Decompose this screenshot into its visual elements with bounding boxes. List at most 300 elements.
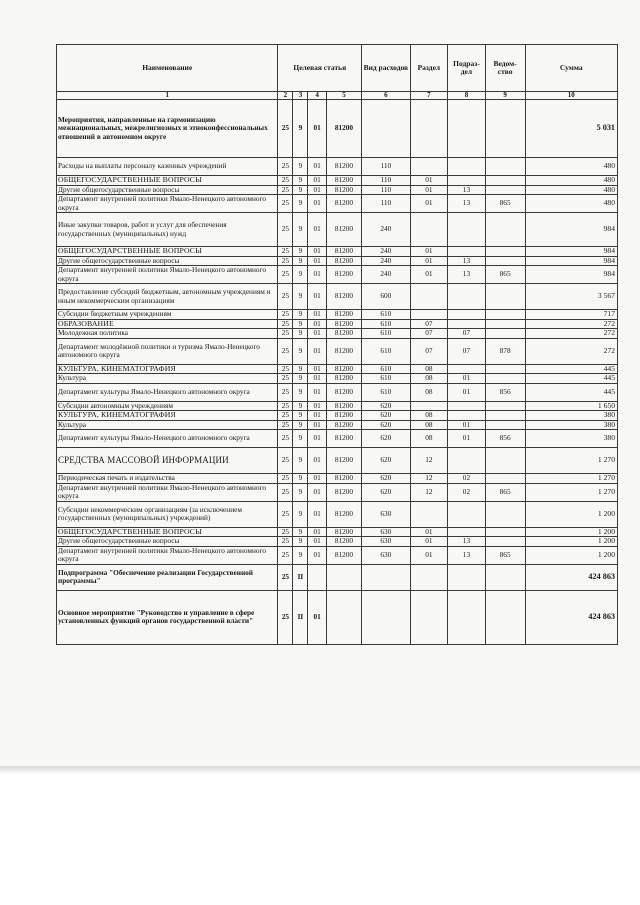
sum-cell: 445 xyxy=(525,364,618,374)
col-number: 1 xyxy=(57,92,278,100)
row-name: Департамент внутренней политики Ямало-Ненецкого автономного округа xyxy=(57,195,278,213)
table-row xyxy=(57,546,618,564)
sum-cell: 272 xyxy=(525,329,618,339)
target-c2: 25 xyxy=(278,364,293,374)
target-c2: 25 xyxy=(278,474,293,484)
sum-cell: 1 270 xyxy=(525,448,618,474)
col-number: 10 xyxy=(525,92,618,100)
target-c2: 25 xyxy=(278,185,293,195)
table-row xyxy=(57,310,618,320)
row-name: КУЛЬТУРА, КИНЕМАТОГРАФИЯ xyxy=(57,411,278,421)
sum-cell: 1 270 xyxy=(525,483,618,501)
target-c5: 81200 xyxy=(326,195,361,213)
table-row xyxy=(57,430,618,448)
header-target: Целевая статья xyxy=(278,45,362,92)
target-c5: 81200 xyxy=(326,527,361,537)
target-c5: 81200 xyxy=(326,430,361,448)
row-name: Департамент внутренней политики Ямало-Ненецкого автономного округа xyxy=(57,546,278,564)
target-c4: 01 xyxy=(308,176,326,186)
sum-cell: 5 031 xyxy=(525,100,618,158)
target-c3: 9 xyxy=(293,420,308,430)
table-row xyxy=(57,176,618,186)
sum-cell: 380 xyxy=(525,411,618,421)
podrazdel-cell xyxy=(448,501,486,527)
row-name: ОБЩЕГОСУДАРСТВЕННЫЕ ВОПРОСЫ xyxy=(57,247,278,257)
vid-cell: 620 xyxy=(362,401,410,411)
podrazdel-cell xyxy=(448,448,486,474)
podrazdel-cell xyxy=(448,284,486,310)
target-c5: 81200 xyxy=(326,501,361,527)
podrazdel-cell: 01 xyxy=(448,430,486,448)
vid-cell: 610 xyxy=(362,310,410,320)
vid-cell: 620 xyxy=(362,430,410,448)
target-c4: 01 xyxy=(308,430,326,448)
razdel-cell: 01 xyxy=(410,256,448,266)
table-row xyxy=(57,374,618,384)
row-name: Другие общегосударственные вопросы xyxy=(57,185,278,195)
sum-cell: 984 xyxy=(525,247,618,257)
column-number-row xyxy=(57,92,618,100)
razdel-cell: 12 xyxy=(410,448,448,474)
target-c2: 25 xyxy=(278,383,293,401)
target-c5: 81200 xyxy=(326,383,361,401)
target-c5: 81200 xyxy=(326,448,361,474)
sum-cell: 3 567 xyxy=(525,284,618,310)
podrazdel-cell xyxy=(448,364,486,374)
table-row xyxy=(57,213,618,247)
sum-cell: 984 xyxy=(525,256,618,266)
target-c2: 25 xyxy=(278,537,293,547)
row-name: Субсидии автономным учреждениям xyxy=(57,401,278,411)
sum-cell: 480 xyxy=(525,185,618,195)
podrazdel-cell: 13 xyxy=(448,256,486,266)
target-c5: 81200 xyxy=(326,338,361,364)
vedom-cell xyxy=(485,527,525,537)
row-name: Подпрограмма "Обеспечение реализации Государственной программы" xyxy=(57,564,278,590)
target-c3: 9 xyxy=(293,546,308,564)
podrazdel-cell: 13 xyxy=(448,546,486,564)
target-c5: 81200 xyxy=(326,266,361,284)
col-number: 6 xyxy=(362,92,410,100)
target-c3: II xyxy=(293,564,308,590)
target-c3: 9 xyxy=(293,256,308,266)
razdel-cell xyxy=(410,590,448,644)
row-name: СРЕДСТВА МАССОВОЙ ИНФОРМАЦИИ xyxy=(57,448,278,474)
row-name: КУЛЬТУРА, КИНЕМАТОГРАФИЯ xyxy=(57,364,278,374)
sum-cell: 480 xyxy=(525,176,618,186)
razdel-cell: 12 xyxy=(410,483,448,501)
header-row xyxy=(57,45,618,92)
table-row xyxy=(57,537,618,547)
row-name: Департамент внутренней политики Ямало-Ненецкого автономного округа xyxy=(57,266,278,284)
vid-cell: 600 xyxy=(362,284,410,310)
row-name: Департамент культуры Ямало-Ненецкого автономного округа xyxy=(57,430,278,448)
row-name: Мероприятия, направленные на гармонизацию межнациональных, межрелигиозных и этноконфессиональных отношений в автономном округе xyxy=(57,100,278,158)
target-c3: 9 xyxy=(293,430,308,448)
podrazdel-cell: 07 xyxy=(448,338,486,364)
table-row xyxy=(57,590,618,644)
target-c3: 9 xyxy=(293,527,308,537)
target-c4: 01 xyxy=(308,537,326,547)
razdel-cell: 01 xyxy=(410,176,448,186)
row-name: Другие общегосударственные вопросы xyxy=(57,256,278,266)
col-number: 9 xyxy=(485,92,525,100)
target-c4 xyxy=(308,564,326,590)
target-c5 xyxy=(326,590,361,644)
row-name: Периодическая печать и издательства xyxy=(57,474,278,484)
sum-cell: 984 xyxy=(525,266,618,284)
vedom-cell: 878 xyxy=(485,338,525,364)
target-c4: 01 xyxy=(308,590,326,644)
vedom-cell xyxy=(485,420,525,430)
target-c3: 9 xyxy=(293,100,308,158)
podrazdel-cell xyxy=(448,247,486,257)
target-c4: 01 xyxy=(308,158,326,176)
podrazdel-cell xyxy=(448,310,486,320)
vid-cell xyxy=(362,100,410,158)
podrazdel-cell xyxy=(448,590,486,644)
table-row xyxy=(57,284,618,310)
vedom-cell xyxy=(485,474,525,484)
target-c3: II xyxy=(293,590,308,644)
table-row xyxy=(57,100,618,158)
razdel-cell: 07 xyxy=(410,329,448,339)
podrazdel-cell xyxy=(448,411,486,421)
vid-cell: 630 xyxy=(362,527,410,537)
target-c4: 01 xyxy=(308,401,326,411)
sum-cell: 480 xyxy=(525,195,618,213)
target-c3: 9 xyxy=(293,474,308,484)
target-c2: 25 xyxy=(278,483,293,501)
row-name: Другие общегосударственные вопросы xyxy=(57,537,278,547)
podrazdel-cell xyxy=(448,401,486,411)
vedom-cell xyxy=(485,448,525,474)
vedom-cell xyxy=(485,319,525,329)
target-c2: 25 xyxy=(278,247,293,257)
target-c2: 25 xyxy=(278,564,293,590)
target-c2: 25 xyxy=(278,401,293,411)
vid-cell: 240 xyxy=(362,256,410,266)
table-row xyxy=(57,483,618,501)
razdel-cell: 01 xyxy=(410,537,448,547)
vedom-cell: 865 xyxy=(485,546,525,564)
vid-cell: 630 xyxy=(362,501,410,527)
col-number: 4 xyxy=(308,92,326,100)
razdel-cell: 01 xyxy=(410,185,448,195)
table-row xyxy=(57,158,618,176)
target-c5: 81200 xyxy=(326,256,361,266)
target-c4: 01 xyxy=(308,213,326,247)
target-c3: 9 xyxy=(293,537,308,547)
target-c5: 81200 xyxy=(326,284,361,310)
target-c5: 81200 xyxy=(326,420,361,430)
sum-cell: 380 xyxy=(525,430,618,448)
vid-cell: 110 xyxy=(362,185,410,195)
table-row xyxy=(57,448,618,474)
target-c3: 9 xyxy=(293,501,308,527)
target-c2: 25 xyxy=(278,411,293,421)
target-c2: 25 xyxy=(278,546,293,564)
col-number: 2 xyxy=(278,92,293,100)
row-name: ОБЩЕГОСУДАРСТВЕННЫЕ ВОПРОСЫ xyxy=(57,527,278,537)
sum-cell: 1 200 xyxy=(525,537,618,547)
vid-cell: 610 xyxy=(362,329,410,339)
target-c3: 9 xyxy=(293,411,308,421)
target-c4: 01 xyxy=(308,247,326,257)
razdel-cell: 01 xyxy=(410,195,448,213)
table-row xyxy=(57,319,618,329)
razdel-cell: 08 xyxy=(410,430,448,448)
razdel-cell: 08 xyxy=(410,420,448,430)
vedom-cell xyxy=(485,284,525,310)
podrazdel-cell xyxy=(448,100,486,158)
vedom-cell xyxy=(485,158,525,176)
table-row xyxy=(57,247,618,257)
target-c5: 81200 xyxy=(326,176,361,186)
vid-cell: 610 xyxy=(362,374,410,384)
vedom-cell xyxy=(485,213,525,247)
header-vedom: Ведом-ство xyxy=(485,45,525,92)
vedom-cell xyxy=(485,329,525,339)
target-c2: 25 xyxy=(278,590,293,644)
vid-cell: 240 xyxy=(362,213,410,247)
table-row xyxy=(57,329,618,339)
sum-cell: 424 863 xyxy=(525,564,618,590)
row-name: Департамент молодёжной политики и туризма Ямало-Ненецкого автономного округа xyxy=(57,338,278,364)
target-c4: 01 xyxy=(308,256,326,266)
header-name: Наименование xyxy=(57,45,278,92)
razdel-cell xyxy=(410,100,448,158)
vedom-cell xyxy=(485,176,525,186)
target-c5: 81200 xyxy=(326,329,361,339)
target-c3: 9 xyxy=(293,338,308,364)
vedom-cell: 856 xyxy=(485,383,525,401)
col-number: 8 xyxy=(448,92,486,100)
vedom-cell xyxy=(485,364,525,374)
vedom-cell xyxy=(485,374,525,384)
col-number: 3 xyxy=(293,92,308,100)
vid-cell xyxy=(362,564,410,590)
razdel-cell: 01 xyxy=(410,546,448,564)
target-c5: 81200 xyxy=(326,158,361,176)
target-c2: 25 xyxy=(278,176,293,186)
table-row xyxy=(57,401,618,411)
target-c3: 9 xyxy=(293,185,308,195)
table-row xyxy=(57,338,618,364)
target-c4: 01 xyxy=(308,319,326,329)
target-c4: 01 xyxy=(308,383,326,401)
target-c5: 81200 xyxy=(326,537,361,547)
target-c4: 01 xyxy=(308,284,326,310)
podrazdel-cell: 02 xyxy=(448,474,486,484)
target-c2: 25 xyxy=(278,374,293,384)
target-c5: 81200 xyxy=(326,411,361,421)
row-name: Предоставление субсидий бюджетным, автономным учреждениям и иным некоммерческим организациям xyxy=(57,284,278,310)
target-c5: 81200 xyxy=(326,213,361,247)
podrazdel-cell: 13 xyxy=(448,266,486,284)
vedom-cell xyxy=(485,185,525,195)
podrazdel-cell xyxy=(448,176,486,186)
vid-cell: 110 xyxy=(362,176,410,186)
row-name: Основное мероприятие "Руководство и управление в сфере установленных функций органов государственной власти" xyxy=(57,590,278,644)
sum-cell: 1 200 xyxy=(525,501,618,527)
podrazdel-cell: 13 xyxy=(448,185,486,195)
razdel-cell: 08 xyxy=(410,374,448,384)
podrazdel-cell xyxy=(448,319,486,329)
target-c5: 81200 xyxy=(326,483,361,501)
col-number: 5 xyxy=(326,92,361,100)
podrazdel-cell: 07 xyxy=(448,329,486,339)
row-name: ОБРАЗОВАНИЕ xyxy=(57,319,278,329)
razdel-cell xyxy=(410,564,448,590)
target-c4: 01 xyxy=(308,266,326,284)
col-number: 7 xyxy=(410,92,448,100)
sum-cell: 1 270 xyxy=(525,474,618,484)
target-c3: 9 xyxy=(293,383,308,401)
vid-cell: 620 xyxy=(362,420,410,430)
table-row xyxy=(57,256,618,266)
target-c4: 01 xyxy=(308,364,326,374)
target-c5: 81200 xyxy=(326,100,361,158)
razdel-cell: 01 xyxy=(410,247,448,257)
target-c3: 9 xyxy=(293,266,308,284)
target-c4: 01 xyxy=(308,374,326,384)
vedom-cell: 865 xyxy=(485,195,525,213)
podrazdel-cell xyxy=(448,564,486,590)
vid-cell: 620 xyxy=(362,483,410,501)
table-row xyxy=(57,411,618,421)
razdel-cell xyxy=(410,158,448,176)
vid-cell: 620 xyxy=(362,411,410,421)
target-c5: 81200 xyxy=(326,546,361,564)
sum-cell: 1 200 xyxy=(525,527,618,537)
vedom-cell: 856 xyxy=(485,430,525,448)
target-c3: 9 xyxy=(293,284,308,310)
vid-cell: 240 xyxy=(362,266,410,284)
table-row xyxy=(57,564,618,590)
header-razdel: Раздел xyxy=(410,45,448,92)
razdel-cell xyxy=(410,310,448,320)
vid-cell: 610 xyxy=(362,319,410,329)
header-vid: Вид расходов xyxy=(362,45,410,92)
target-c2: 25 xyxy=(278,158,293,176)
target-c2: 25 xyxy=(278,319,293,329)
sum-cell: 480 xyxy=(525,158,618,176)
target-c2: 25 xyxy=(278,310,293,320)
target-c3: 9 xyxy=(293,158,308,176)
target-c2: 25 xyxy=(278,338,293,364)
target-c2: 25 xyxy=(278,266,293,284)
target-c4: 01 xyxy=(308,483,326,501)
target-c3: 9 xyxy=(293,319,308,329)
row-name: Расходы на выплаты персоналу казенных учреждений xyxy=(57,158,278,176)
target-c2: 25 xyxy=(278,213,293,247)
sum-cell: 445 xyxy=(525,374,618,384)
vedom-cell xyxy=(485,100,525,158)
target-c3: 9 xyxy=(293,329,308,339)
target-c2: 25 xyxy=(278,430,293,448)
razdel-cell xyxy=(410,213,448,247)
table-row xyxy=(57,364,618,374)
target-c4: 01 xyxy=(308,411,326,421)
sum-cell: 1 650 xyxy=(525,401,618,411)
target-c2: 25 xyxy=(278,527,293,537)
vedom-cell: 865 xyxy=(485,266,525,284)
podrazdel-cell: 01 xyxy=(448,383,486,401)
header-summa: Сумма xyxy=(525,45,618,92)
vid-cell: 110 xyxy=(362,195,410,213)
vedom-cell xyxy=(485,401,525,411)
row-name: Культура xyxy=(57,420,278,430)
target-c3: 9 xyxy=(293,448,308,474)
table-row xyxy=(57,527,618,537)
table-row xyxy=(57,185,618,195)
razdel-cell: 07 xyxy=(410,319,448,329)
row-name: Субсидии бюджетным учреждениям xyxy=(57,310,278,320)
podrazdel-cell xyxy=(448,213,486,247)
vid-cell: 630 xyxy=(362,546,410,564)
razdel-cell: 07 xyxy=(410,338,448,364)
sum-cell: 272 xyxy=(525,319,618,329)
sum-cell: 424 863 xyxy=(525,590,618,644)
razdel-cell xyxy=(410,501,448,527)
target-c2: 25 xyxy=(278,100,293,158)
target-c5: 81200 xyxy=(326,474,361,484)
row-name: Департамент внутренней политики Ямало-Ненецкого автономного округа xyxy=(57,483,278,501)
vid-cell: 240 xyxy=(362,247,410,257)
target-c3: 9 xyxy=(293,310,308,320)
target-c4: 01 xyxy=(308,448,326,474)
target-c4: 01 xyxy=(308,329,326,339)
table-row xyxy=(57,420,618,430)
sum-cell: 984 xyxy=(525,213,618,247)
target-c2: 25 xyxy=(278,195,293,213)
table-row xyxy=(57,195,618,213)
razdel-cell xyxy=(410,284,448,310)
target-c5: 81200 xyxy=(326,185,361,195)
target-c3: 9 xyxy=(293,213,308,247)
target-c3: 9 xyxy=(293,364,308,374)
target-c4: 01 xyxy=(308,310,326,320)
podrazdel-cell: 01 xyxy=(448,374,486,384)
target-c5 xyxy=(326,564,361,590)
target-c4: 01 xyxy=(308,474,326,484)
razdel-cell: 08 xyxy=(410,411,448,421)
target-c2: 25 xyxy=(278,329,293,339)
podrazdel-cell xyxy=(448,158,486,176)
vid-cell: 110 xyxy=(362,158,410,176)
budget-table xyxy=(56,44,618,645)
target-c5: 81200 xyxy=(326,310,361,320)
target-c2: 25 xyxy=(278,501,293,527)
target-c3: 9 xyxy=(293,374,308,384)
target-c4: 01 xyxy=(308,195,326,213)
podrazdel-cell: 02 xyxy=(448,483,486,501)
row-name: Молодежная политика xyxy=(57,329,278,339)
vedom-cell xyxy=(485,310,525,320)
razdel-cell: 08 xyxy=(410,383,448,401)
razdel-cell: 12 xyxy=(410,474,448,484)
vid-cell: 620 xyxy=(362,448,410,474)
row-name: Культура xyxy=(57,374,278,384)
target-c3: 9 xyxy=(293,176,308,186)
sum-cell: 717 xyxy=(525,310,618,320)
target-c5: 81200 xyxy=(326,247,361,257)
target-c5: 81200 xyxy=(326,364,361,374)
table-row xyxy=(57,266,618,284)
podrazdel-cell: 01 xyxy=(448,420,486,430)
vedom-cell xyxy=(485,256,525,266)
